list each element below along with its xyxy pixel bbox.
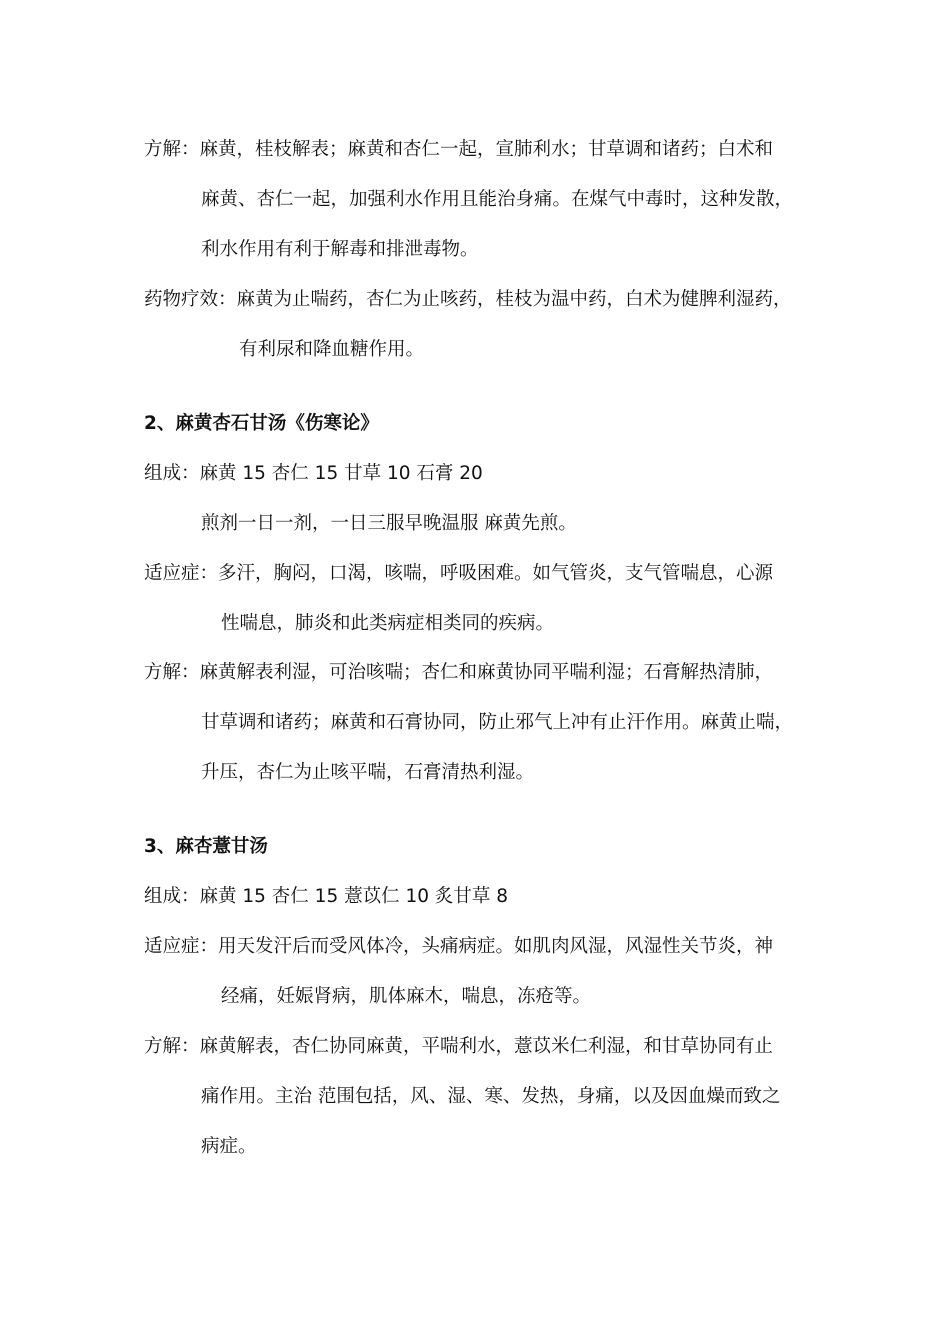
section-heading: 2、麻黄杏石甘汤《伤寒论》	[144, 413, 379, 434]
analysis-line: 方解：麻黄解表，杏仁协同麻黄，平喘利水，薏苡米仁利湿，和甘草协同有止	[144, 1036, 774, 1057]
composition-line: 组成：麻黄 15 杏仁 15 甘草 10 石膏 20	[144, 463, 483, 484]
composition-line: 组成：麻黄 15 杏仁 15 薏苡仁 10 炙甘草 8	[144, 886, 509, 907]
indication-line: 经痛，妊娠肾病，肌体麻木，喘息，冻疮等。	[221, 986, 592, 1007]
analysis-line: 病症。	[201, 1136, 257, 1157]
usage-line: 煎剂一日一剂，一日三服早晚温服 麻黄先煎。	[201, 513, 577, 534]
analysis-line: 痛作用。主治 范围包括，风、湿、寒、发热，身痛，以及因血燥而致之	[201, 1086, 781, 1107]
indication-line: 适应症：用天发汗后而受风体冷，头痛病症。如肌肉风湿，风湿性关节炎，神	[144, 936, 774, 957]
indication-line: 适应症：多汗，胸闷，口渴，咳喘，呼吸困难。如气管炎，支气管喘息，心源	[144, 563, 774, 584]
text-line: 有利尿和降血糖作用。	[239, 339, 425, 360]
text-line: 麻黄、杏仁一起，加强利水作用且能治身痛。在煤气中毒时，这种发散，	[201, 189, 794, 210]
text-line: 方解：麻黄，桂枝解表；麻黄和杏仁一起，宣肺利水；甘草调和诸药；白术和	[144, 139, 774, 160]
text-line: 药物疗效：麻黄为止喘药，杏仁为止咳药，桂枝为温中药，白术为健脾利湿药，	[144, 289, 792, 310]
indication-line: 性喘息，肺炎和此类病症相类同的疾病。	[221, 613, 555, 634]
text-line: 利水作用有利于解毒和排泄毒物。	[201, 239, 479, 260]
section-heading: 3、麻杏薏甘汤	[144, 836, 268, 857]
analysis-line: 方解：麻黄解表利湿，可治咳喘；杏仁和麻黄协同平喘利湿；石膏解热清肺，	[144, 662, 774, 683]
analysis-line: 甘草调和诸药；麻黄和石膏协同，防止邪气上冲有止汗作用。麻黄止喘，	[201, 712, 794, 733]
analysis-line: 升压，杏仁为止咳平喘，石膏清热利湿。	[201, 762, 535, 783]
